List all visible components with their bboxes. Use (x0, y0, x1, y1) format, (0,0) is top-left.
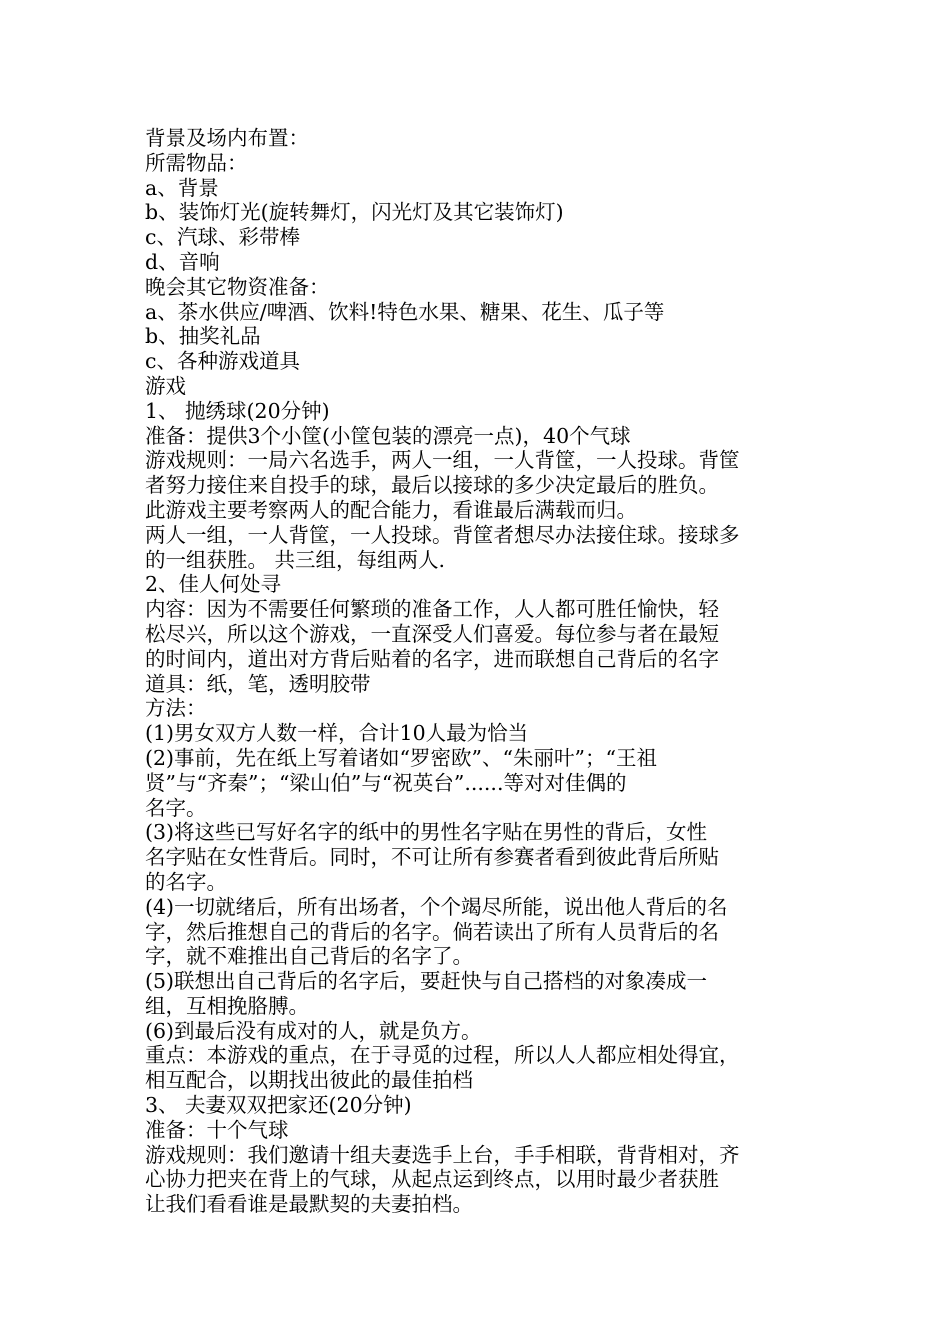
list-item: d、音响 (145, 249, 220, 274)
paragraph-line: (4)一切就绪后，所有出场者，个个竭尽所能，说出他人背后的名 (145, 894, 728, 919)
paragraph-line: 的一组获胜。 共三组，每组两人. (145, 547, 446, 572)
paragraph-line: (3)将这些已写好名字的纸中的男性名字贴在男性的背后，女性 (145, 820, 708, 845)
paragraph-line: 字，就不难推出自己背后的名字了。 (145, 944, 473, 969)
paragraph-line: 组，互相挽胳膊。 (145, 993, 309, 1018)
paragraph-line: 此游戏主要考察两人的配合能力，看谁最后满载而归。 (145, 497, 637, 522)
section-heading-games: 游戏 (145, 373, 186, 398)
paragraph-line: 字，然后推想自己的背后的名字。倘若读出了所有人员背后的名 (145, 919, 719, 944)
paragraph-line: 心协力把夹在背上的气球，从起点运到终点，以用时最少者获胜 (145, 1167, 719, 1192)
subheading-items: 所需物品： (145, 150, 248, 175)
paragraph-line: 方法： (145, 696, 207, 721)
list-item: b、抽奖礼品 (145, 324, 261, 349)
game-title-3: 3、 夫妻双双把家还(20分钟) (145, 1093, 412, 1118)
paragraph-line: 名字贴在女性背后。同时，不可让所有参赛者看到彼此背后所贴 (145, 845, 719, 870)
paragraph-line: 的名字。 (145, 869, 227, 894)
paragraph-line: 让我们看看谁是最默契的夫妻拍档。 (145, 1192, 473, 1217)
paragraph-line: 游戏规则：我们邀请十组夫妻选手上台，手手相联，背背相对，齐 (145, 1142, 740, 1167)
paragraph-line: 名字。 (145, 795, 207, 820)
paragraph-line: 贤”与“齐秦”；“梁山伯”与“祝英台”......等对对佳偶的 (145, 770, 627, 795)
paragraph-line: (5)联想出自己背后的名字后，要赶快与自己搭档的对象凑成一 (145, 969, 708, 994)
paragraph-line: 道具：纸，笔，透明胶带 (145, 671, 371, 696)
paragraph-line: 相互配合，以期找出彼此的最佳拍档 (145, 1068, 473, 1093)
game-title-1: 1、 抛绣球(20分钟) (145, 398, 330, 423)
document-body (145, 126, 810, 1217)
paragraph-line: 两人一组，一人背筐，一人投球。背筐者想尽办法接住球。接球多 (145, 522, 740, 547)
paragraph-line: 重点：本游戏的重点，在于寻觅的过程，所以人人都应相处得宜， (145, 1043, 740, 1068)
list-item: c、汽球、彩带棒 (145, 225, 300, 250)
paragraph-line: 游戏规则：一局六名选手，两人一组，一人背筐，一人投球。背筐 (145, 448, 740, 473)
paragraph-line: (6)到最后没有成对的人，就是负方。 (145, 1018, 482, 1043)
list-item: a、茶水供应/啤酒、饮料!特色水果、糖果、花生、瓜子等 (145, 299, 665, 324)
section-heading-venue: 背景及场内布置： (145, 126, 309, 150)
list-item: c、各种游戏道具 (145, 349, 300, 374)
paragraph-line: 松尽兴，所以这个游戏，一直深受人们喜爱。每位参与者在最短 (145, 621, 719, 646)
paragraph-line: 准备：提供3个小筐(小筐包装的漂亮一点)，40个气球 (145, 423, 631, 448)
subheading-supplies: 晚会其它物资准备： (145, 274, 330, 299)
paragraph-line: (2)事前，先在纸上写着诸如“罗密欧”、“朱丽叶”；“王祖 (145, 745, 657, 770)
list-item: a、背景 (145, 175, 219, 200)
list-item: b、装饰灯光(旋转舞灯，闪光灯及其它装饰灯) (145, 200, 564, 225)
paragraph-line: (1)男女双方人数一样，合计10人最为恰当 (145, 721, 529, 746)
paragraph-line: 准备：十个气球 (145, 1117, 289, 1142)
game-title-2: 2、佳人何处寻 (145, 572, 282, 597)
paragraph-line: 者努力接住来自投手的球，最后以接球的多少决定最后的胜负。 (145, 473, 719, 498)
paragraph-line: 内容：因为不需要任何繁琐的准备工作，人人都可胜任愉快，轻 (145, 597, 719, 622)
paragraph-line: 的时间内，道出对方背后贴着的名字，进而联想自己背后的名字 (145, 646, 719, 671)
